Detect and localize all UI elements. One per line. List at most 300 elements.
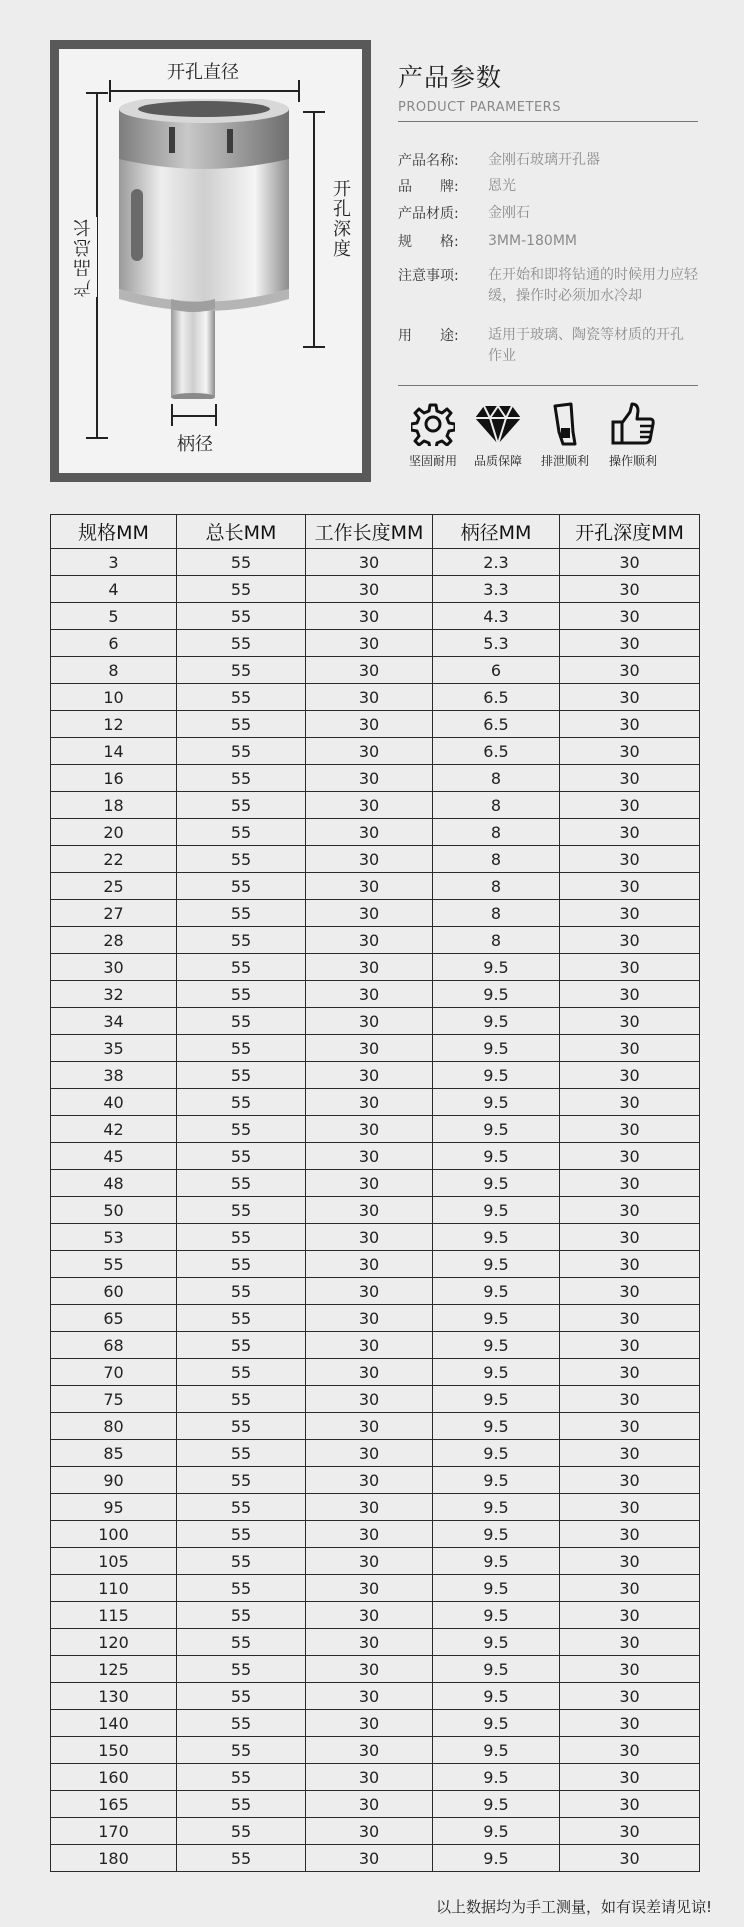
cell-total-length: 55 xyxy=(177,1413,306,1440)
cell-spec: 16 xyxy=(51,765,177,792)
cell-spec: 115 xyxy=(51,1602,177,1629)
cell-total-length: 55 xyxy=(177,765,306,792)
cell-shank: 8 xyxy=(433,900,560,927)
cell-hole-depth: 30 xyxy=(560,1197,700,1224)
cell-working-length: 30 xyxy=(306,1008,433,1035)
table-row xyxy=(51,1008,700,1035)
cell-working-length: 30 xyxy=(306,1224,433,1251)
cell-total-length: 55 xyxy=(177,711,306,738)
cell-spec: 38 xyxy=(51,1062,177,1089)
table-row xyxy=(51,873,700,900)
cell-spec: 18 xyxy=(51,792,177,819)
table-row xyxy=(51,1683,700,1710)
cell-working-length: 30 xyxy=(306,1440,433,1467)
cell-working-length: 30 xyxy=(306,1683,433,1710)
cell-hole-depth: 30 xyxy=(560,1332,700,1359)
table-row xyxy=(51,1575,700,1602)
params-title: 产品参数 xyxy=(398,63,503,92)
cell-spec: 90 xyxy=(51,1467,177,1494)
cell-working-length: 30 xyxy=(306,1521,433,1548)
cell-working-length: 30 xyxy=(306,1251,433,1278)
cell-total-length: 55 xyxy=(177,819,306,846)
cell-hole-depth: 30 xyxy=(560,900,700,927)
table-row xyxy=(51,1143,700,1170)
cell-hole-depth: 30 xyxy=(560,1089,700,1116)
cell-spec: 4 xyxy=(51,576,177,603)
cell-total-length: 55 xyxy=(177,1764,306,1791)
table-row xyxy=(51,603,700,630)
hole-depth-label: 开孔深度 xyxy=(330,179,351,259)
col-header-working-length: 工作长度MM xyxy=(306,515,433,549)
cell-working-length: 30 xyxy=(306,549,433,576)
cell-shank: 9.5 xyxy=(433,1224,560,1251)
cell-spec: 3 xyxy=(51,549,177,576)
cell-spec: 35 xyxy=(51,1035,177,1062)
cell-total-length: 55 xyxy=(177,1197,306,1224)
cell-hole-depth: 30 xyxy=(560,1035,700,1062)
cell-hole-depth: 30 xyxy=(560,1305,700,1332)
cell-shank: 5.3 xyxy=(433,630,560,657)
table-row xyxy=(51,1467,700,1494)
cell-spec: 10 xyxy=(51,684,177,711)
cell-working-length: 30 xyxy=(306,1494,433,1521)
cell-spec: 50 xyxy=(51,1197,177,1224)
feature-easy-operation: 操作顺利 xyxy=(598,400,668,469)
footer-note: 以上数据均为手工测量，如有误差请见谅! xyxy=(435,1898,712,1916)
drill-bit-icon xyxy=(530,400,600,448)
table-row xyxy=(51,1548,700,1575)
cell-total-length: 55 xyxy=(177,846,306,873)
param-row-name: 产品名称: 金刚石玻璃开孔器 xyxy=(398,152,600,169)
cell-spec: 165 xyxy=(51,1791,177,1818)
cell-hole-depth: 30 xyxy=(560,1494,700,1521)
cell-hole-depth: 30 xyxy=(560,1548,700,1575)
cell-spec: 68 xyxy=(51,1332,177,1359)
cell-spec: 100 xyxy=(51,1521,177,1548)
cell-hole-depth: 30 xyxy=(560,1521,700,1548)
cell-spec: 140 xyxy=(51,1710,177,1737)
cell-total-length: 55 xyxy=(177,1656,306,1683)
cell-hole-depth: 30 xyxy=(560,1224,700,1251)
params-divider-bottom xyxy=(398,385,698,386)
cell-total-length: 55 xyxy=(177,1575,306,1602)
cell-total-length: 55 xyxy=(177,954,306,981)
cell-total-length: 55 xyxy=(177,576,306,603)
cell-shank: 9.5 xyxy=(433,1575,560,1602)
cell-shank: 9.5 xyxy=(433,1791,560,1818)
table-row xyxy=(51,1062,700,1089)
table-row xyxy=(51,1629,700,1656)
cell-total-length: 55 xyxy=(177,1116,306,1143)
cell-total-length: 55 xyxy=(177,1818,306,1845)
cell-total-length: 55 xyxy=(177,1251,306,1278)
table-row xyxy=(51,1116,700,1143)
cell-shank: 9.5 xyxy=(433,1521,560,1548)
cell-total-length: 55 xyxy=(177,900,306,927)
cell-hole-depth: 30 xyxy=(560,711,700,738)
table-row xyxy=(51,684,700,711)
table-row xyxy=(51,1845,700,1872)
cell-hole-depth: 30 xyxy=(560,576,700,603)
cell-working-length: 30 xyxy=(306,738,433,765)
table-row xyxy=(51,1089,700,1116)
cell-hole-depth: 30 xyxy=(560,1737,700,1764)
params-subtitle: PRODUCT PARAMETERS xyxy=(398,100,561,115)
cell-working-length: 30 xyxy=(306,1791,433,1818)
cell-shank: 9.5 xyxy=(433,1818,560,1845)
cell-shank: 9.5 xyxy=(433,954,560,981)
cell-working-length: 30 xyxy=(306,1062,433,1089)
cell-working-length: 30 xyxy=(306,1548,433,1575)
table-row xyxy=(51,1656,700,1683)
table-row xyxy=(51,1521,700,1548)
cell-total-length: 55 xyxy=(177,981,306,1008)
cell-hole-depth: 30 xyxy=(560,1818,700,1845)
col-header-shank: 柄径MM xyxy=(433,515,560,549)
cell-shank: 9.5 xyxy=(433,1656,560,1683)
cell-total-length: 55 xyxy=(177,1170,306,1197)
cell-shank: 6.5 xyxy=(433,711,560,738)
cell-working-length: 30 xyxy=(306,1359,433,1386)
cell-hole-depth: 30 xyxy=(560,1791,700,1818)
table-row xyxy=(51,846,700,873)
cell-hole-depth: 30 xyxy=(560,981,700,1008)
cell-shank: 9.5 xyxy=(433,1764,560,1791)
hole-depth-line xyxy=(313,111,315,348)
cell-total-length: 55 xyxy=(177,1278,306,1305)
cell-shank: 9.5 xyxy=(433,1197,560,1224)
table-row xyxy=(51,1332,700,1359)
col-header-total-length: 总长MM xyxy=(177,515,306,549)
cell-total-length: 55 xyxy=(177,1710,306,1737)
col-header-spec: 规格MM xyxy=(51,515,177,549)
cell-spec: 53 xyxy=(51,1224,177,1251)
cell-spec: 34 xyxy=(51,1008,177,1035)
cell-spec: 28 xyxy=(51,927,177,954)
cell-working-length: 30 xyxy=(306,1764,433,1791)
table-row xyxy=(51,1359,700,1386)
cell-spec: 12 xyxy=(51,711,177,738)
cell-total-length: 55 xyxy=(177,927,306,954)
cell-hole-depth: 30 xyxy=(560,873,700,900)
param-row-usage: 用 途: 适用于玻璃、陶瓷等材质的开孔作业 xyxy=(398,327,684,364)
param-row-notes: 注意事项: 在开始和即将钻通的时候用力应轻缓，操作时必须加水冷却 xyxy=(398,267,698,304)
cell-shank: 8 xyxy=(433,792,560,819)
table-row xyxy=(51,1170,700,1197)
cell-shank: 9.5 xyxy=(433,1737,560,1764)
cell-hole-depth: 30 xyxy=(560,1359,700,1386)
hole-diameter-line xyxy=(109,90,299,92)
cell-hole-depth: 30 xyxy=(560,1764,700,1791)
cell-working-length: 30 xyxy=(306,1170,433,1197)
cell-total-length: 55 xyxy=(177,603,306,630)
cell-total-length: 55 xyxy=(177,1602,306,1629)
cell-total-length: 55 xyxy=(177,630,306,657)
cell-shank: 9.5 xyxy=(433,1143,560,1170)
feature-durable: 坚固耐用 xyxy=(398,400,468,469)
cell-hole-depth: 30 xyxy=(560,819,700,846)
cell-working-length: 30 xyxy=(306,1710,433,1737)
params-divider xyxy=(398,121,698,122)
cell-working-length: 30 xyxy=(306,1089,433,1116)
cell-spec: 25 xyxy=(51,873,177,900)
cell-shank: 9.5 xyxy=(433,1251,560,1278)
feature-smooth-discharge: 排泄顺利 xyxy=(530,400,600,469)
cell-hole-depth: 30 xyxy=(560,1170,700,1197)
table-row xyxy=(51,1278,700,1305)
cell-hole-depth: 30 xyxy=(560,1143,700,1170)
cell-hole-depth: 30 xyxy=(560,954,700,981)
cell-spec: 105 xyxy=(51,1548,177,1575)
cell-working-length: 30 xyxy=(306,765,433,792)
cell-hole-depth: 30 xyxy=(560,630,700,657)
cell-total-length: 55 xyxy=(177,1467,306,1494)
cell-working-length: 30 xyxy=(306,846,433,873)
cell-working-length: 30 xyxy=(306,1197,433,1224)
cell-shank: 9.5 xyxy=(433,1440,560,1467)
cell-working-length: 30 xyxy=(306,711,433,738)
cell-spec: 65 xyxy=(51,1305,177,1332)
cell-shank: 8 xyxy=(433,873,560,900)
cell-shank: 9.5 xyxy=(433,1602,560,1629)
cell-hole-depth: 30 xyxy=(560,765,700,792)
cell-hole-depth: 30 xyxy=(560,846,700,873)
table-row xyxy=(51,1710,700,1737)
cell-shank: 9.5 xyxy=(433,1278,560,1305)
table-row xyxy=(51,1818,700,1845)
cell-shank: 2.3 xyxy=(433,549,560,576)
cell-shank: 9.5 xyxy=(433,1089,560,1116)
cell-working-length: 30 xyxy=(306,1845,433,1872)
cell-total-length: 55 xyxy=(177,738,306,765)
cell-total-length: 55 xyxy=(177,1494,306,1521)
param-row-material: 产品材质: 金刚石 xyxy=(398,205,530,222)
diamond-icon xyxy=(463,400,533,448)
feature-quality: 品质保障 xyxy=(463,400,533,469)
cell-hole-depth: 30 xyxy=(560,549,700,576)
table-header-row xyxy=(51,515,700,549)
param-row-brand: 品 牌: 恩光 xyxy=(398,178,516,195)
cell-spec: 22 xyxy=(51,846,177,873)
cell-spec: 80 xyxy=(51,1413,177,1440)
cell-spec: 70 xyxy=(51,1359,177,1386)
table-row xyxy=(51,1035,700,1062)
cell-shank: 9.5 xyxy=(433,1305,560,1332)
cell-spec: 130 xyxy=(51,1683,177,1710)
gear-icon xyxy=(398,400,468,448)
cell-spec: 45 xyxy=(51,1143,177,1170)
table-row xyxy=(51,819,700,846)
cell-working-length: 30 xyxy=(306,1818,433,1845)
cell-spec: 40 xyxy=(51,1089,177,1116)
cell-shank: 6.5 xyxy=(433,684,560,711)
cell-total-length: 55 xyxy=(177,1791,306,1818)
cell-spec: 180 xyxy=(51,1845,177,1872)
shank-diameter-label: 柄径 xyxy=(177,434,213,455)
cell-hole-depth: 30 xyxy=(560,1575,700,1602)
thumbs-up-icon xyxy=(598,400,668,448)
cell-total-length: 55 xyxy=(177,792,306,819)
cell-total-length: 55 xyxy=(177,1305,306,1332)
cell-shank: 6.5 xyxy=(433,738,560,765)
cell-working-length: 30 xyxy=(306,900,433,927)
table-row xyxy=(51,765,700,792)
cell-hole-depth: 30 xyxy=(560,1602,700,1629)
cell-total-length: 55 xyxy=(177,549,306,576)
cell-working-length: 30 xyxy=(306,981,433,1008)
cell-total-length: 55 xyxy=(177,1683,306,1710)
cell-total-length: 55 xyxy=(177,1359,306,1386)
cell-hole-depth: 30 xyxy=(560,1845,700,1872)
table-row xyxy=(51,981,700,1008)
cell-working-length: 30 xyxy=(306,1737,433,1764)
cell-total-length: 55 xyxy=(177,1062,306,1089)
cell-shank: 9.5 xyxy=(433,1170,560,1197)
cell-spec: 95 xyxy=(51,1494,177,1521)
cell-working-length: 30 xyxy=(306,1602,433,1629)
cell-hole-depth: 30 xyxy=(560,603,700,630)
cell-working-length: 30 xyxy=(306,684,433,711)
table-row xyxy=(51,1602,700,1629)
cell-total-length: 55 xyxy=(177,1386,306,1413)
cell-shank: 9.5 xyxy=(433,1683,560,1710)
cell-total-length: 55 xyxy=(177,1143,306,1170)
table-row xyxy=(51,1305,700,1332)
cell-total-length: 55 xyxy=(177,1224,306,1251)
cell-shank: 9.5 xyxy=(433,1467,560,1494)
table-body xyxy=(51,549,700,1872)
spec-table xyxy=(50,514,700,1872)
table-row xyxy=(51,630,700,657)
cell-hole-depth: 30 xyxy=(560,1278,700,1305)
cell-hole-depth: 30 xyxy=(560,738,700,765)
cell-hole-depth: 30 xyxy=(560,792,700,819)
cell-hole-depth: 30 xyxy=(560,1440,700,1467)
cell-spec: 75 xyxy=(51,1386,177,1413)
cell-shank: 9.5 xyxy=(433,1035,560,1062)
cell-hole-depth: 30 xyxy=(560,657,700,684)
cell-working-length: 30 xyxy=(306,1656,433,1683)
table-row xyxy=(51,900,700,927)
cell-working-length: 30 xyxy=(306,873,433,900)
cell-spec: 48 xyxy=(51,1170,177,1197)
cell-working-length: 30 xyxy=(306,1143,433,1170)
cell-hole-depth: 30 xyxy=(560,1062,700,1089)
cell-total-length: 55 xyxy=(177,1035,306,1062)
table-row xyxy=(51,1197,700,1224)
table-row xyxy=(51,657,700,684)
cell-working-length: 30 xyxy=(306,657,433,684)
cell-working-length: 30 xyxy=(306,1305,433,1332)
cell-spec: 110 xyxy=(51,1575,177,1602)
cell-working-length: 30 xyxy=(306,1278,433,1305)
table-row xyxy=(51,1224,700,1251)
table-row xyxy=(51,1413,700,1440)
cell-spec: 6 xyxy=(51,630,177,657)
table-row xyxy=(51,549,700,576)
cell-shank: 9.5 xyxy=(433,1845,560,1872)
cell-shank: 3.3 xyxy=(433,576,560,603)
cell-shank: 8 xyxy=(433,765,560,792)
cell-working-length: 30 xyxy=(306,603,433,630)
diamond-hole-saw-image xyxy=(109,99,299,399)
cell-spec: 150 xyxy=(51,1737,177,1764)
table-row xyxy=(51,1440,700,1467)
cell-spec: 14 xyxy=(51,738,177,765)
cell-total-length: 55 xyxy=(177,1008,306,1035)
cell-shank: 8 xyxy=(433,927,560,954)
cell-total-length: 55 xyxy=(177,1845,306,1872)
cell-working-length: 30 xyxy=(306,927,433,954)
cell-working-length: 30 xyxy=(306,1413,433,1440)
table-row xyxy=(51,576,700,603)
cell-total-length: 55 xyxy=(177,873,306,900)
cell-total-length: 55 xyxy=(177,684,306,711)
cell-shank: 9.5 xyxy=(433,1332,560,1359)
cell-spec: 32 xyxy=(51,981,177,1008)
product-parameters xyxy=(398,58,698,364)
cell-working-length: 30 xyxy=(306,792,433,819)
cell-working-length: 30 xyxy=(306,1575,433,1602)
cell-total-length: 55 xyxy=(177,657,306,684)
col-header-hole-depth: 开孔深度MM xyxy=(560,515,700,549)
cell-spec: 20 xyxy=(51,819,177,846)
cell-total-length: 55 xyxy=(177,1440,306,1467)
cell-hole-depth: 30 xyxy=(560,1413,700,1440)
cell-spec: 55 xyxy=(51,1251,177,1278)
cell-shank: 9.5 xyxy=(433,1116,560,1143)
cell-shank: 4.3 xyxy=(433,603,560,630)
cell-working-length: 30 xyxy=(306,1386,433,1413)
cell-total-length: 55 xyxy=(177,1089,306,1116)
cell-total-length: 55 xyxy=(177,1332,306,1359)
param-row-spec: 规 格: 3MM-180MM xyxy=(398,233,577,250)
cell-spec: 5 xyxy=(51,603,177,630)
cell-total-length: 55 xyxy=(177,1521,306,1548)
table-row xyxy=(51,1494,700,1521)
cell-hole-depth: 30 xyxy=(560,1683,700,1710)
table-row xyxy=(51,1764,700,1791)
cell-spec: 42 xyxy=(51,1116,177,1143)
table-row xyxy=(51,711,700,738)
cell-working-length: 30 xyxy=(306,1467,433,1494)
cell-total-length: 55 xyxy=(177,1737,306,1764)
table-row xyxy=(51,954,700,981)
cell-total-length: 55 xyxy=(177,1629,306,1656)
cell-spec: 30 xyxy=(51,954,177,981)
cell-shank: 8 xyxy=(433,846,560,873)
cell-working-length: 30 xyxy=(306,819,433,846)
cell-hole-depth: 30 xyxy=(560,1008,700,1035)
cell-shank: 9.5 xyxy=(433,981,560,1008)
cell-spec: 60 xyxy=(51,1278,177,1305)
cell-working-length: 30 xyxy=(306,1116,433,1143)
cell-spec: 85 xyxy=(51,1440,177,1467)
cell-working-length: 30 xyxy=(306,576,433,603)
cell-hole-depth: 30 xyxy=(560,1386,700,1413)
cell-hole-depth: 30 xyxy=(560,927,700,954)
cell-shank: 9.5 xyxy=(433,1629,560,1656)
table-row xyxy=(51,1251,700,1278)
cell-shank: 8 xyxy=(433,819,560,846)
table-row xyxy=(51,1386,700,1413)
table-row xyxy=(51,1737,700,1764)
cell-working-length: 30 xyxy=(306,1332,433,1359)
cell-spec: 125 xyxy=(51,1656,177,1683)
cell-working-length: 30 xyxy=(306,630,433,657)
cell-hole-depth: 30 xyxy=(560,684,700,711)
cell-spec: 120 xyxy=(51,1629,177,1656)
